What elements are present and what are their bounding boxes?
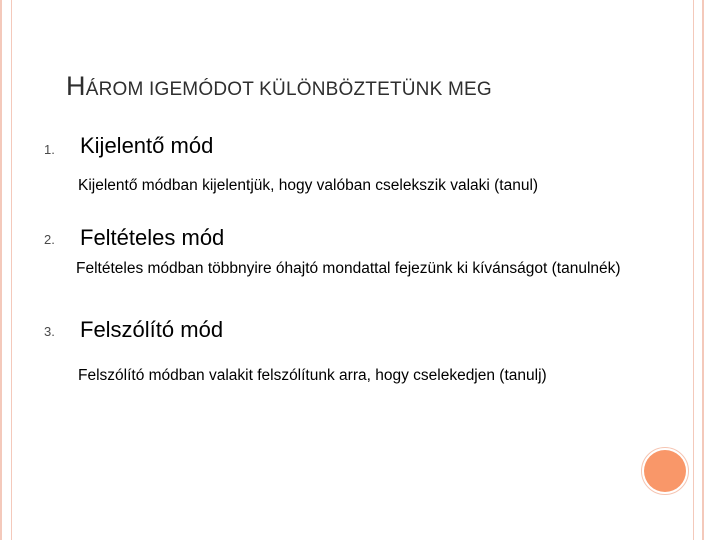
list-item-number: 1.: [44, 142, 55, 157]
list-item-description: Felszólító módban valakit felszólítunk arra, hogy cselekedjen (tanulj): [78, 367, 547, 384]
list-item-heading: Kijelentő mód: [80, 133, 214, 158]
list-item-number: 3.: [44, 324, 55, 339]
list-item-number: 2.: [44, 232, 55, 247]
frame-line-left-outer: [0, 0, 2, 540]
slide-title-rest: ÁROM IGEMÓDOT KÜLÖNBÖZTETÜNK MEG: [85, 79, 492, 100]
frame-line-right-inner: [693, 0, 694, 540]
list-item-heading: Felszólító mód: [80, 317, 224, 342]
list-item-description: Kijelentő módban kijelentjük, hogy valóban cselekszik valaki (tanul): [78, 177, 539, 194]
slide-title: [66, 71, 492, 102]
slide-title-initial: H: [66, 71, 86, 101]
decorative-circle: [644, 450, 686, 492]
frame-line-right-outer: [702, 0, 704, 540]
list-item-heading: Feltételes mód: [80, 225, 225, 250]
list-item-description: Feltételes módban többnyire óhajtó mondattal fejezünk ki kívánságot (tanulnék): [76, 260, 621, 277]
frame-line-left-inner: [11, 0, 12, 540]
